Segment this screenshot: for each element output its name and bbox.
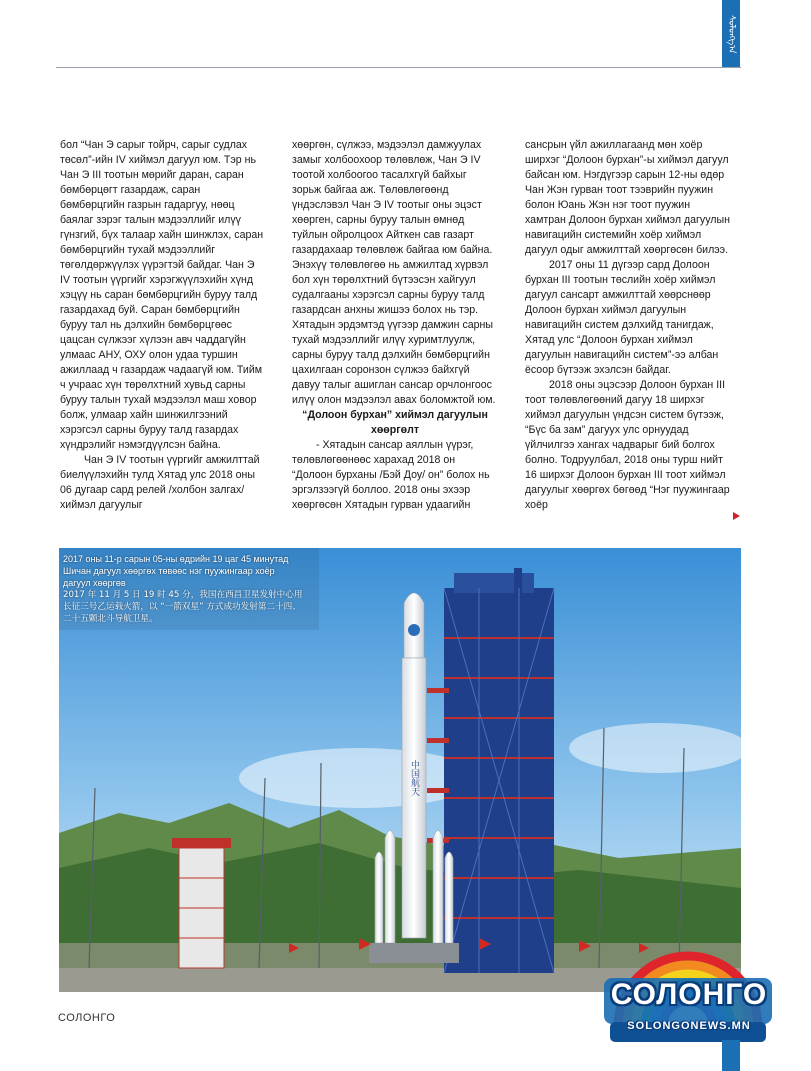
article-column-2 [292,138,498,513]
paragraph: Чан Э IV тоотын үүргийг амжилттай биелүүлэхийн тулд Хятад улс 2018 оны 06 дугаар сард релей /холбон залгах/ хиймэл дагуулыг [60,454,260,511]
paragraph: - Хятадын сансар аяллын үүрэг, төлөвлөгөөнөөс харахад 2018 он “Долоон бурханы /Бэй Доу/ он” болох нь эргэлзээгүй боллоо. 2018 оны эхээр хөөргөсөн Хятадын гурван удаагийн [292,439,490,511]
caption-chinese: 2017 年 11 月 5 日 19 时 45 分，我国在西昌卫星发射中心用长征三号乙运载火箭，以 “一箭双星” 方式成功发射第二十四、二十五颗北斗导航卫星。 [63,590,303,624]
page-edge-tab [722,1040,740,1071]
section-subheading: “Долоон бурхан” хиймэл дагуулын хөөргөлт [302,409,488,436]
caption-mongolian: 2017 оны 11-р сарын 05-ны өдрийн 19 цаг 45 минутад Шичан дагуул хөөргөх төвөөс нэг пуужингаар хоёр дагуул хөөргөв [63,554,289,588]
photo-caption [63,553,303,625]
paragraph: 2018 оны эцэсээр Долоон бурхан III тоот төлөвлөгөөний дагуу 18 ширхэг хиймэл дагуулын үндсэн систем бүтээж, “Бүс ба зам” дагуух улс орнуудад үйлчилгээ хангах чадварыг бий болгох болно. Тодруулбал, 2018 оны турш нийт 16 ширхэг Долоон бурхан III тоот хиймэл дагуулыг хөөргөх бөгөөд “Нэг пуужингаар хоёр [525,379,730,511]
article-body [60,138,740,528]
logo-name: СОЛОНГО [610,978,768,1011]
logo-url-link[interactable]: SOLONGONEWS.MN [627,1020,751,1032]
vertical-brand-text: ᠰᠣᠯᠣᠩᠭ᠎ᠠ [726,14,736,54]
magazine-footer-label: СОЛОНГО [58,1012,116,1024]
continue-arrow-icon [733,512,740,520]
header-rule [56,67,741,68]
paragraph: хөөргөн, сүлжээ, мэдээлэл дамжуулах замыг холбоохоор төлөвлөж, Чан Э IV тоотой холбоогоо тасалхгүй байхыг зорьж байгаа аж. Төлөвлөгөөнд үндэслэвэл Чан Э IV тоотыг оны эцэст хөөрген, сарны буруу талын өмнөд туйлын ойролцоох Айткен сав газарт газардахаар төлөвлөж байгаа юм байна. Энэхүү төлөвлөгөө нь амжилтад хүрвэл бол хүн төрөлхтний бүтээсэн хайгуул судалгааны хэрэгсэл сарны буруу талд газардсан анхны жишээ болох нь тэр. Хятадын эрдэмтэд үүгээр дамжин сарны тухай мэдээллийг илүү хуримтлуулж, сарны буруу талд дэлхийн бөмбөрцгийн цахилгаан соронзон сүлжээ байхгүй давуу талыг ашиглан сансар орчлонгоос илүү олон мэдээлэл авах боломжтой юм. [292,139,496,406]
paragraph: 2017 оны 11 дүгээр сард Долоон бурхан III тоотын төслийн хоёр хиймэл дагуул сансарт амжилттай хөөрснөөр Долоон бурхан хиймэл дагуулын навигацийн систем дэлхийд танигдаж, Хятад улс “Долоон бурхан хиймэл дагуулын навигацийн систем”-ээ албан ёсоор бүтээж эхэлсэн байдаг. [525,259,719,376]
rocket-lettering: 中国航天 [409,760,419,796]
section-tab [722,0,740,68]
article-column-1 [60,138,266,513]
paragraph: бол “Чан Э сарыг тойрч, сарыг судлах төсөл”-ийн IV хиймэл дагуул юм. Тэр нь Чан Э III тоотын мөрийг даран, саран бөмбөрцөгт газардаж, саран бөмбөрцгийн газрын гадаргуу, нөөц баялаг зэрэг талын мэдээллийг илүү гүнзгий, бүх талаар хайн шинжлэх, саран бөмбөрцгийн тухай мэдээллийг төгөлдөржүүлэх үүрэгтэй байдаг. Чан Э IV тоотын үүргийг хэрэгжүүлэхийн хүнд хэцүү нь саран бөмбөрцгийн буруу талд газардахад буй. Саран бөмбөрцгийн буруу тал нь дэлхийн бөмбөрцгөөс цацсан сүлжээг хүлээн авч чаддагүйн улмаас АНУ, ОХУ олон удаа туршин ажиллаад ч газардаж чадаагүй юм. Тийм ч учраас хүн төрөлхтний хувьд сарны буруу талын тухай мэдээлэл маш ховор болж, улмаар хайн шинжилгээний хэрэгсэл сарны буруу талд газардах хүндрэлийг нэмэгдүүлсэн байна. [60,139,264,451]
paragraph: сансрын үйл ажиллагаанд мөн хоёр ширхэг “Долоон бурхан”-ы хиймэл дагуул байсан юм. Нэгдүгээр сарын 12-ны өдөр Чан Жэн гурван тоот тээврийн пуужин болон Юань Жэн нэг тоот пуужин хамтран Долоон бурхан хиймэл дагуулын навигацийн системийн хоёр хиймэл дагуул одыг амжилттай хөөргөсөн билээ. [525,139,730,256]
article-column-3 [525,138,731,513]
service-tower-left [172,838,231,968]
